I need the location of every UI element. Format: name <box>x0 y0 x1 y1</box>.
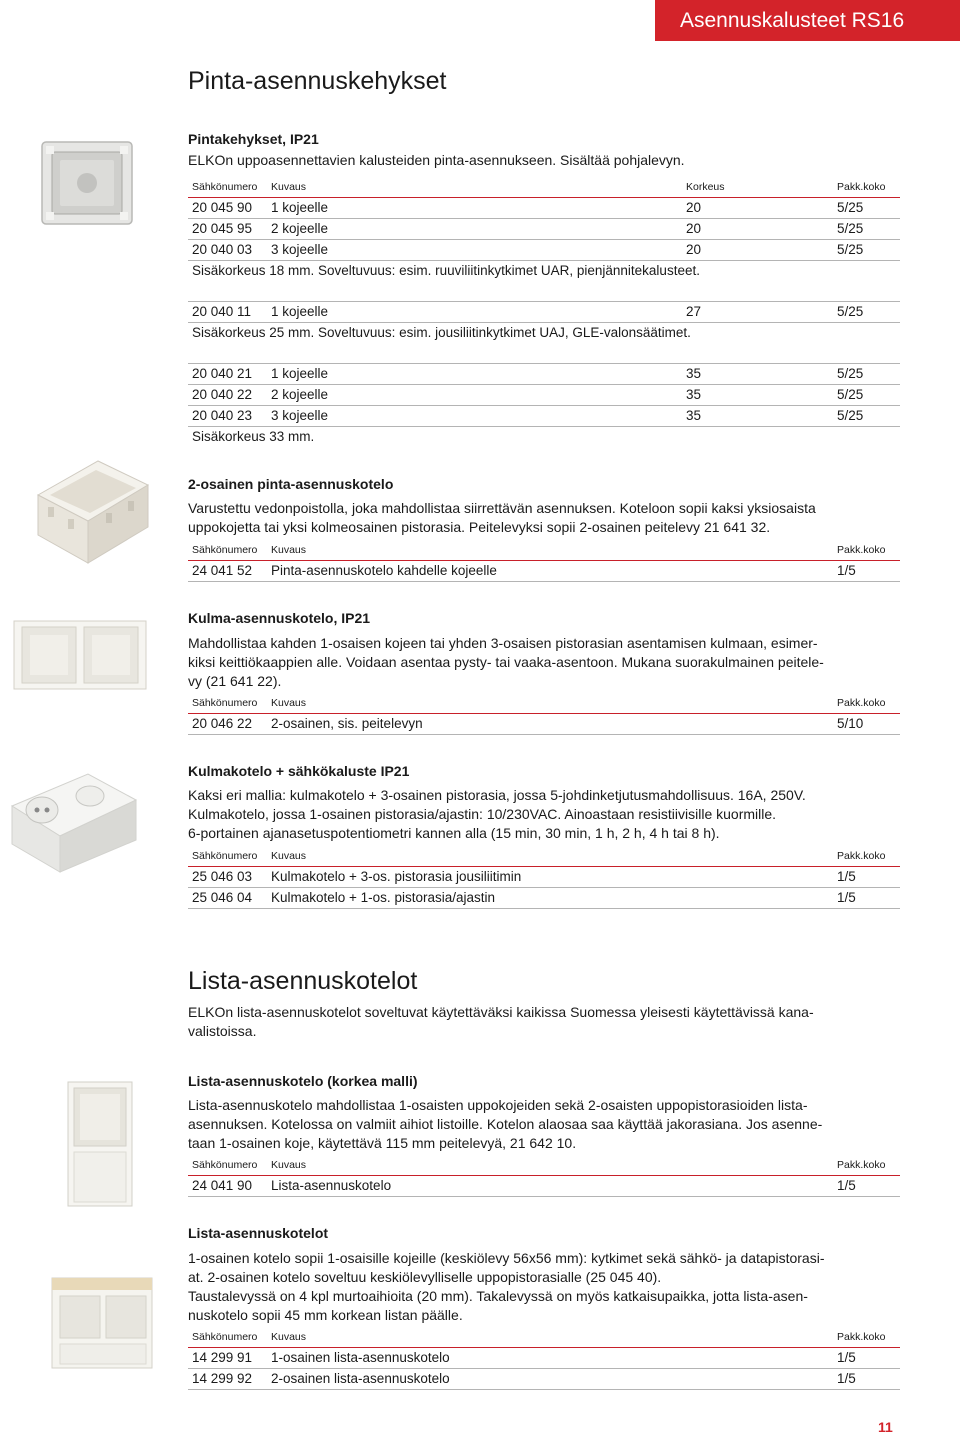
section-desc-line: Kaksi eri mallia: kulmakotelo + 3-osainen pistorasia, jossa 5-johdinketjutusmahdollisuus. 16A, 250V. <box>188 787 806 803</box>
cell-pakkauskoko: 5/25 <box>837 387 864 402</box>
table-note <box>188 323 900 343</box>
header-title: Asennuskalusteet RS16 <box>680 9 905 32</box>
cell-sahkonumero: 14 299 91 <box>192 1350 253 1365</box>
cell-pakkauskoko: 1/5 <box>837 1178 856 1193</box>
page-title: Pinta-asennuskehykset <box>188 67 447 95</box>
section-desc-line: nuskotelo sopii 45 mm korkean listan päälle. <box>188 1307 463 1323</box>
cell-korkeus: 20 <box>686 242 702 257</box>
surface-frame-image <box>38 138 136 228</box>
note-text: Sisäkorkeus 25 mm. Soveltuvuus: esim. jousiliitinkytkimet UAJ, GLE-valonsäätimet. <box>192 325 691 340</box>
table-note <box>188 427 900 447</box>
cell-sahkonumero: 20 040 03 <box>192 242 253 257</box>
cell-sahkonumero: 20 040 21 <box>192 366 253 381</box>
cell-kuvaus: 2-osainen lista-asennuskotelo <box>271 1371 450 1386</box>
section-intro-line: ELKOn lista-asennuskotelot soveltuvat käytettäväksi kaikissa Suomessa yleisesti käytettävissä kana- <box>188 1004 814 1020</box>
section-desc-line: Varustettu vedonpoistolla, joka mahdollistaa siirrettävän asennuksen. Koteloon sopii kaksi yksiosaista <box>188 500 816 516</box>
cell-sahkonumero: 25 046 04 <box>192 890 253 905</box>
col-header-sahkonumero: Sähkönumero <box>192 1331 258 1343</box>
col-header-sahkonumero: Sähkönumero <box>192 1159 258 1171</box>
cell-sahkonumero: 20 046 22 <box>192 716 253 731</box>
section-title-pintakehykset: Pintakehykset, IP21 <box>188 131 319 147</box>
col-header-sahkonumero: Sähkönumero <box>192 697 258 709</box>
cell-pakkauskoko: 5/25 <box>837 200 864 215</box>
cell-pakkauskoko: 5/25 <box>837 304 864 319</box>
table-header-row <box>188 541 900 561</box>
table-header-row <box>188 694 900 714</box>
section-heading-lista: Lista-asennuskotelot <box>188 967 418 995</box>
table-kulma <box>188 694 900 735</box>
two-gang-surface-box-image <box>28 455 153 570</box>
cell-pakkauskoko: 1/5 <box>837 890 856 905</box>
cell-sahkonumero: 20 040 22 <box>192 387 253 402</box>
cell-kuvaus: 3 kojeelle <box>271 408 329 423</box>
cell-kuvaus: Lista-asennuskotelo <box>271 1178 392 1193</box>
section-desc-line: 6-portainen ajanasetuspotentiometri kannen alla (15 min, 30 min, 1 h, 2 h, 4 h tai 8 h). <box>188 825 720 841</box>
cell-korkeus: 27 <box>686 304 702 319</box>
cell-korkeus: 35 <box>686 408 702 423</box>
tall-trunking-box-image <box>60 1078 140 1210</box>
cell-kuvaus: 1-osainen lista-asennuskotelo <box>271 1350 450 1365</box>
table-row <box>188 198 900 219</box>
cell-kuvaus: 1 kojeelle <box>271 200 329 215</box>
table-row <box>188 561 900 582</box>
page-number: 11 <box>878 1419 893 1435</box>
table-row <box>188 385 900 406</box>
cell-korkeus: 20 <box>686 200 702 215</box>
section-desc-line: Lista-asennuskotelo mahdollistaa 1-osaisten uppokojeiden sekä 2-osaisten uppopistorasioiden lista- <box>188 1097 808 1113</box>
table-row <box>188 1369 900 1390</box>
cell-kuvaus: 2 kojeelle <box>271 221 329 236</box>
cell-korkeus: 20 <box>686 221 702 236</box>
col-header-kuvaus: Kuvaus <box>271 850 307 862</box>
note-text: Sisäkorkeus 33 mm. <box>192 429 315 444</box>
table-row <box>188 888 900 909</box>
table-row <box>188 301 900 323</box>
section-desc-line: at. 2-osainen kotelo soveltuu keskiölevylliselle uppopistorasialle (25 045 40). <box>188 1269 662 1285</box>
section-title-lista-korkea: Lista-asennuskotelo (korkea malli) <box>188 1073 418 1089</box>
col-header-kuvaus: Kuvaus <box>271 544 307 556</box>
cell-sahkonumero: 20 040 23 <box>192 408 253 423</box>
cell-korkeus: 35 <box>686 387 702 402</box>
cell-sahkonumero: 20 040 11 <box>192 304 252 319</box>
col-header-kuvaus: Kuvaus <box>271 181 307 193</box>
trunking-boxes-image <box>46 1272 158 1372</box>
table-kulmakotelo <box>188 847 900 909</box>
table-row <box>188 714 900 735</box>
table-row <box>188 363 900 385</box>
col-header-pakkauskoko: Pakk.koko <box>837 697 886 709</box>
cell-kuvaus: 2 kojeelle <box>271 387 329 402</box>
col-header-kuvaus: Kuvaus <box>271 1331 307 1343</box>
cell-sahkonumero: 24 041 90 <box>192 1178 253 1193</box>
cell-pakkauskoko: 5/25 <box>837 366 864 381</box>
corner-socket-box-image <box>6 760 140 878</box>
col-header-pakkauskoko: Pakk.koko <box>837 544 886 556</box>
note-text: Sisäkorkeus 18 mm. Soveltuvuus: esim. ruuviliitinkytkimet UAR, pienjännitekalusteet. <box>192 263 700 278</box>
cell-pakkauskoko: 5/25 <box>837 221 864 236</box>
col-header-pakkauskoko: Pakk.koko <box>837 181 886 193</box>
section-desc-line: vy (21 641 22). <box>188 673 282 689</box>
table-note <box>188 261 900 281</box>
table-row <box>188 219 900 240</box>
table-header-row <box>188 1328 900 1348</box>
section-intro-line: valistoissa. <box>188 1023 257 1039</box>
cell-sahkonumero: 25 046 03 <box>192 869 253 884</box>
table-row <box>188 240 900 261</box>
section-desc-line: kiksi keittiökaappien alle. Voidaan asentaa pysty- tai vaaka-asentoon. Mukana suorakulmainen peitele- <box>188 654 824 670</box>
table-pintakehykset-27 <box>188 301 900 343</box>
section-desc-line: Mahdollistaa kahden 1-osaisen kojeen tai yhden 3-osaisen pistorasian asentamisen kulmaan, esimer- <box>188 635 818 651</box>
col-header-kuvaus: Kuvaus <box>271 697 307 709</box>
section-title-lista-kotelot: Lista-asennuskotelot <box>188 1225 329 1241</box>
cell-kuvaus: 1 kojeelle <box>271 304 329 319</box>
table-row <box>188 1348 900 1369</box>
col-header-korkeus: Korkeus <box>686 181 725 193</box>
cell-kuvaus: 3 kojeelle <box>271 242 329 257</box>
cell-kuvaus: 1 kojeelle <box>271 366 329 381</box>
cell-korkeus: 35 <box>686 366 702 381</box>
section-desc-line: Kulmakotelo, jossa 1-osainen pistorasia/ajastin: 10/230VAC. Ainoastaan resistiivisille kuormille. <box>188 806 777 822</box>
table-lista-kotelot <box>188 1328 900 1390</box>
table-row <box>188 406 900 427</box>
cell-sahkonumero: 24 041 52 <box>192 563 253 578</box>
cell-sahkonumero: 20 045 90 <box>192 200 253 215</box>
cell-pakkauskoko: 1/5 <box>837 1371 856 1386</box>
col-header-pakkauskoko: Pakk.koko <box>837 1331 886 1343</box>
table-pintakehykset <box>188 178 900 281</box>
cell-pakkauskoko: 5/25 <box>837 408 864 423</box>
cell-sahkonumero: 20 045 95 <box>192 221 253 236</box>
col-header-kuvaus: Kuvaus <box>271 1159 307 1171</box>
col-header-pakkauskoko: Pakk.koko <box>837 1159 886 1171</box>
section-title-kulma: Kulma-asennuskotelo, IP21 <box>188 610 371 626</box>
section-desc-line: 1-osainen kotelo sopii 1-osaisille kojeille (keskiölevy 56x56 mm): kytkimet sekä sähkö- ja datapistorasi- <box>188 1250 825 1266</box>
table-row <box>188 1176 900 1197</box>
section-title-kulmakotelo: Kulmakotelo + sähkökaluste IP21 <box>188 763 410 779</box>
table-header-row <box>188 178 900 198</box>
cell-sahkonumero: 14 299 92 <box>192 1371 253 1386</box>
section-title-kaksiosainen: 2-osainen pinta-asennuskotelo <box>188 476 394 492</box>
col-header-sahkonumero: Sähkönumero <box>192 544 258 556</box>
table-lista-korkea <box>188 1156 900 1197</box>
corner-box-image <box>10 615 150 695</box>
table-pintakehykset-35 <box>188 363 900 447</box>
section-desc-line: Taustalevyssä on 4 kpl murtoaihioita (20 mm). Takalevyssä on myös katkaisupaikka, jotta lista-asen- <box>188 1288 808 1304</box>
section-intro-pintakehykset: ELKOn uppoasennettavien kalusteiden pinta-asennukseen. Sisältää pohjalevyn. <box>188 152 685 168</box>
table-row <box>188 867 900 888</box>
header-band <box>655 0 960 41</box>
cell-kuvaus: Pinta-asennuskotelo kahdelle kojeelle <box>271 563 497 578</box>
cell-pakkauskoko: 1/5 <box>837 869 856 884</box>
cell-kuvaus: Kulmakotelo + 3-os. pistorasia jousiliitimin <box>271 869 522 884</box>
table-header-row <box>188 847 900 867</box>
col-header-sahkonumero: Sähkönumero <box>192 850 258 862</box>
cell-pakkauskoko: 1/5 <box>837 563 856 578</box>
section-desc-line: asennuksen. Kotelossa on valmiit aihiot listoille. Kotelon alaosaa saa käyttää jakorasiana. Jos asenne- <box>188 1116 823 1132</box>
section-desc-line: taan 1-osainen koje, käytettävä 115 mm peitelevyä, 21 642 10. <box>188 1135 577 1151</box>
col-header-sahkonumero: Sähkönumero <box>192 181 258 193</box>
section-desc-line: uppokojetta tai yksi kolmeosainen pistorasia. Peitelevyksi sopii 2-osainen peitelevy 21 641 32. <box>188 519 771 535</box>
cell-kuvaus: Kulmakotelo + 1-os. pistorasia/ajastin <box>271 890 495 905</box>
cell-pakkauskoko: 5/25 <box>837 242 864 257</box>
table-kaksiosainen <box>188 541 900 582</box>
col-header-pakkauskoko: Pakk.koko <box>837 850 886 862</box>
table-header-row <box>188 1156 900 1176</box>
cell-pakkauskoko: 5/10 <box>837 716 864 731</box>
cell-pakkauskoko: 1/5 <box>837 1350 856 1365</box>
cell-kuvaus: 2-osainen, sis. peitelevyn <box>271 716 423 731</box>
